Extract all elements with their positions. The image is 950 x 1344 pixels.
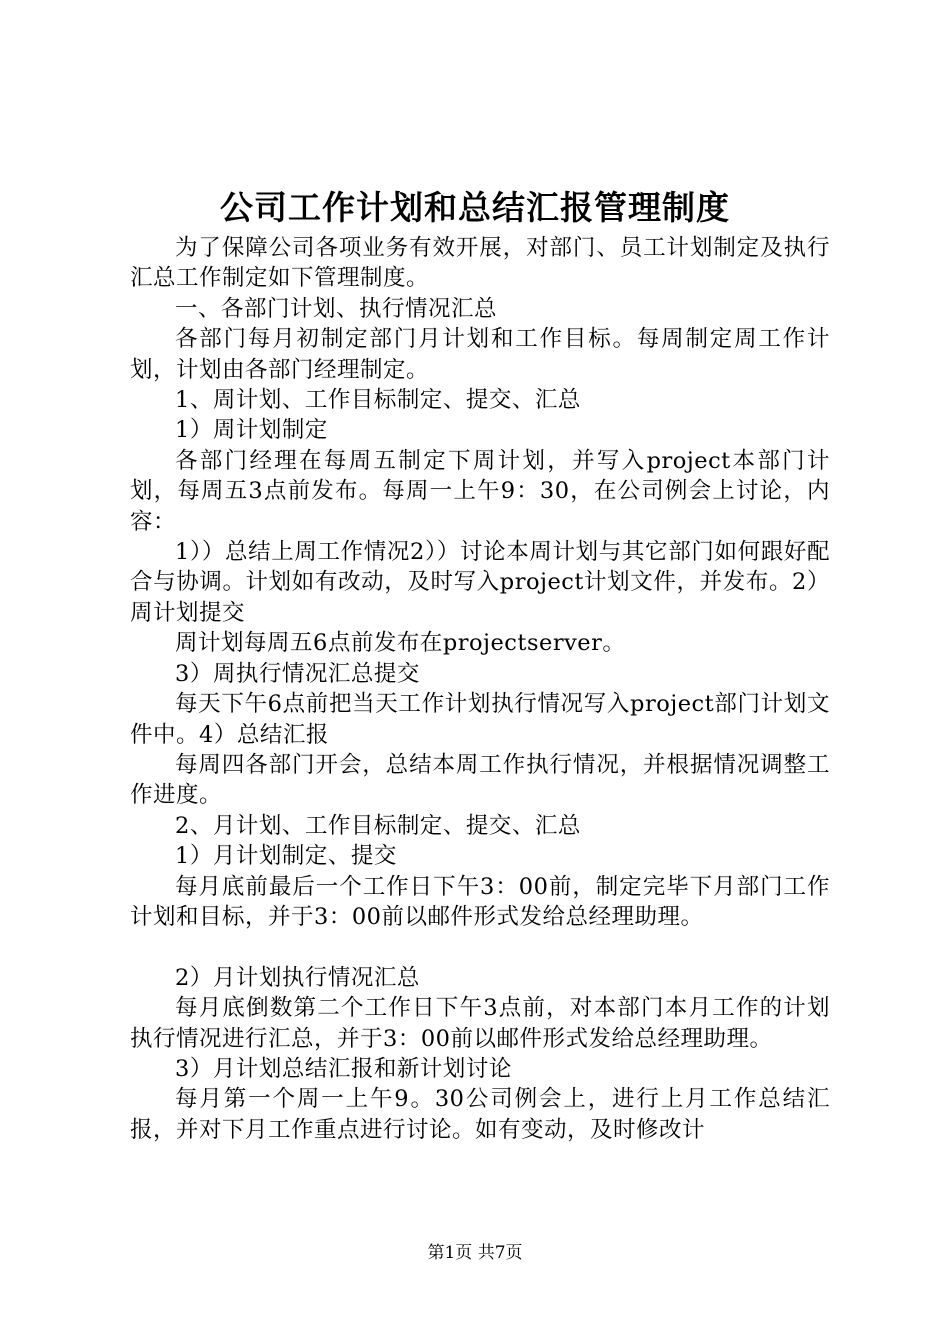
item-heading: 3）月计划总结汇报和新计划讨论 (175, 1055, 512, 1082)
subsection-heading: 2、月计划、工作目标制定、提交、汇总 (175, 812, 581, 839)
page-footer: 第1页 共7页 (427, 1243, 523, 1263)
paragraph: 各部门每月初制定部门月计划和工作目标。每周制定周工作计划，计划由各部门经理制定。 (130, 326, 830, 383)
subsection-heading: 1、周计划、工作目标制定、提交、汇总 (175, 387, 581, 414)
paragraph: 每周四各部门开会，总结本周工作执行情况，并根据情况调整工作进度。 (130, 751, 830, 809)
paragraph: 周计划每周五6点前发布在projectserver。 (175, 630, 626, 657)
paragraph: 各部门经理在每周五制定下周计划，并写入project本部门计划，每周五3点前发布。每周一上午9：30，在公司例会上讨论，内容： (130, 447, 830, 535)
item-heading: 1）月计划制定、提交 (175, 843, 397, 870)
paragraph-intro: 为了保障公司各项业务有效开展，对部门、员工计划制定及执行汇总工作制定如下管理制度。 (130, 235, 830, 292)
item-heading: 2）月计划执行情况汇总 (175, 964, 420, 991)
document-title: 公司工作计划和总结汇报管理制度 (220, 188, 730, 227)
paragraph: 每月第一个周一上午9。30公司例会上，进行上月工作总结汇报，并对下月工作重点进行讨论。如有变动，及时修改计 (130, 1086, 830, 1143)
paragraph: 1））总结上周工作情况2））讨论本周计划与其它部门如何跟好配合与协调。计划如有改动，及时写入project计划文件，并发布。2）周计划提交 (130, 539, 830, 626)
paragraph: 每天下午6点前把当天工作计划执行情况写入project部门计划文件中。4）总结汇报 (130, 691, 830, 748)
section-heading: 一、各部门计划、执行情况汇总 (175, 295, 498, 322)
item-heading: 1）周计划制定 (175, 417, 328, 444)
paragraph: 每月底前最后一个工作日下午3：00前，制定完毕下月部门工作计划和目标，并于3：00前以邮件形式发给总经理助理。 (130, 873, 830, 930)
document-body (130, 233, 830, 1145)
paragraph: 每月底倒数第二个工作日下午3点前，对本部门本月工作的计划执行情况进行汇总，并于3：00前以邮件形式发给总经理助理。 (130, 995, 830, 1052)
item-heading: 3）周执行情况汇总提交 (175, 660, 420, 687)
